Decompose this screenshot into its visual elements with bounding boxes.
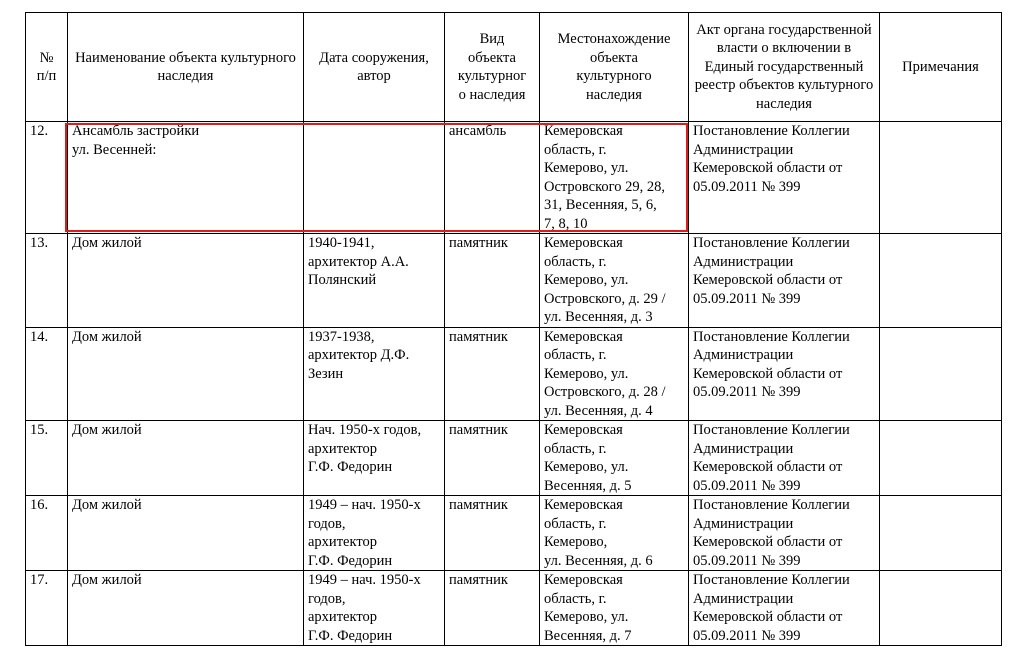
cell-num: 12. bbox=[26, 122, 68, 234]
header-location: Местонахождение объекта культурного наследия bbox=[540, 13, 689, 122]
cell-num: 15. bbox=[26, 421, 68, 496]
table-row bbox=[26, 122, 1002, 234]
cell-act: Постановление Коллегии Администрации Кемеровской области от 05.09.2011 № 399 bbox=[689, 496, 880, 571]
heritage-registry-table bbox=[25, 12, 1002, 646]
cell-notes bbox=[880, 122, 1002, 234]
cell-location: Кемеровская область, г. Кемерово, ул. Весенняя, д. 7 bbox=[540, 571, 689, 646]
header-date-author: Дата сооружения, автор bbox=[304, 13, 445, 122]
cell-num: 14. bbox=[26, 327, 68, 421]
cell-kind: памятник bbox=[445, 421, 540, 496]
cell-notes bbox=[880, 496, 1002, 571]
cell-act: Постановление Коллегии Администрации Кемеровской области от 05.09.2011 № 399 bbox=[689, 571, 880, 646]
header-act: Акт органа государственной власти о включении в Единый государственный реестр объектов культурного наследия bbox=[689, 13, 880, 122]
cell-act: Постановление Коллегии Администрации Кемеровской области от 05.09.2011 № 399 bbox=[689, 327, 880, 421]
cell-kind: памятник bbox=[445, 234, 540, 328]
table-row bbox=[26, 571, 1002, 646]
cell-num: 17. bbox=[26, 571, 68, 646]
header-notes: Примечания bbox=[880, 13, 1002, 122]
table-row bbox=[26, 234, 1002, 328]
cell-num: 16. bbox=[26, 496, 68, 571]
table-header-row bbox=[26, 13, 1002, 122]
cell-notes bbox=[880, 234, 1002, 328]
cell-location: Кемеровская область, г. Кемерово, ул. Весенняя, д. 6 bbox=[540, 496, 689, 571]
cell-date-author bbox=[304, 122, 445, 234]
cell-location: Кемеровская область, г. Кемерово, ул. Островского, д. 28 / ул. Весенняя, д. 4 bbox=[540, 327, 689, 421]
cell-notes bbox=[880, 421, 1002, 496]
cell-act: Постановление Коллегии Администрации Кемеровской области от 05.09.2011 № 399 bbox=[689, 122, 880, 234]
cell-date-author: 1949 – нач. 1950-х годов, архитектор Г.Ф. Федорин bbox=[304, 571, 445, 646]
cell-name: Дом жилой bbox=[68, 327, 304, 421]
cell-kind: памятник bbox=[445, 496, 540, 571]
cell-location: Кемеровская область, г. Кемерово, ул. Островского, д. 29 / ул. Весенняя, д. 3 bbox=[540, 234, 689, 328]
cell-kind: ансамбль bbox=[445, 122, 540, 234]
cell-date-author: Нач. 1950-х годов, архитектор Г.Ф. Федорин bbox=[304, 421, 445, 496]
cell-date-author: 1949 – нач. 1950-х годов, архитектор Г.Ф. Федорин bbox=[304, 496, 445, 571]
cell-notes bbox=[880, 327, 1002, 421]
cell-location: Кемеровская область, г. Кемерово, ул. Островского 29, 28, 31, Весенняя, 5, 6, 7, 8, 10 bbox=[540, 122, 689, 234]
cell-name: Дом жилой bbox=[68, 421, 304, 496]
header-kind: Вид объекта культурног о наследия bbox=[445, 13, 540, 122]
cell-date-author: 1940-1941, архитектор А.А. Полянский bbox=[304, 234, 445, 328]
cell-kind: памятник bbox=[445, 327, 540, 421]
cell-kind: памятник bbox=[445, 571, 540, 646]
cell-notes bbox=[880, 571, 1002, 646]
cell-num: 13. bbox=[26, 234, 68, 328]
cell-act: Постановление Коллегии Администрации Кемеровской области от 05.09.2011 № 399 bbox=[689, 421, 880, 496]
table-row bbox=[26, 327, 1002, 421]
cell-name: Дом жилой bbox=[68, 496, 304, 571]
header-name: Наименование объекта культурного наследия bbox=[68, 13, 304, 122]
cell-act: Постановление Коллегии Администрации Кемеровской области от 05.09.2011 № 399 bbox=[689, 234, 880, 328]
table-row bbox=[26, 496, 1002, 571]
cell-location: Кемеровская область, г. Кемерово, ул. Весенняя, д. 5 bbox=[540, 421, 689, 496]
header-num: № п/п bbox=[26, 13, 68, 122]
cell-name: Ансамбль застройки ул. Весенней: bbox=[68, 122, 304, 234]
table-row bbox=[26, 421, 1002, 496]
cell-name: Дом жилой bbox=[68, 234, 304, 328]
cell-name: Дом жилой bbox=[68, 571, 304, 646]
cell-date-author: 1937-1938, архитектор Д.Ф. Зезин bbox=[304, 327, 445, 421]
